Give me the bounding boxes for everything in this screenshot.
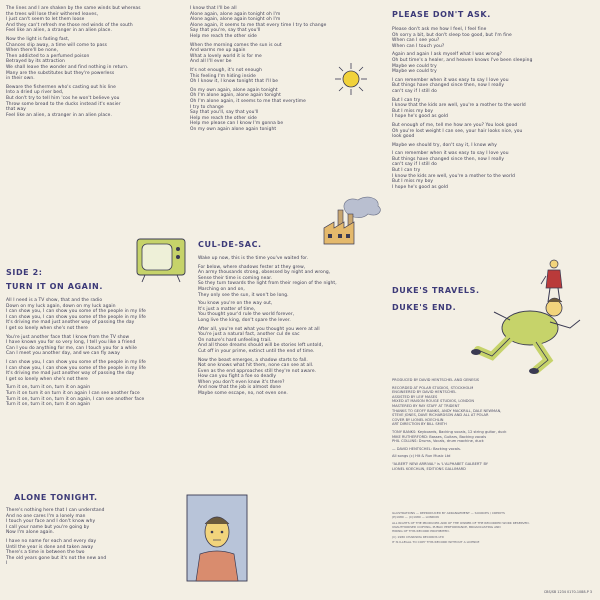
lyric-stanza: You know you're on the way out, It's just a matter of time, You thought your'd rule the world forever, Long live the king, don't spare the lever. [198, 301, 295, 323]
lyric-stanza: Maybe we should try, don't say it, I know why [392, 142, 497, 148]
running-man-icon [470, 290, 585, 375]
lyric-stanza: Wake up now, this is the time you've waited for. [198, 256, 309, 261]
lyric-stanza: After all, you're not what you thought you were at all You're just a natural fact, another cul de sac On nature's hard unfeeling trail. And all those dreams should will be stories left untold, Cut off in your prime, extinct until the end of time. [198, 326, 323, 354]
legal-notice [392, 512, 592, 547]
legal-line: (C) 1980 CHARISMA RECORDS LTD [392, 534, 444, 539]
portrait-icon [186, 494, 248, 582]
song-title-turn-it-on-again: TURN IT ON AGAIN. [6, 282, 103, 291]
song-title-cul-de-sac: CUL-DE-SAC. [198, 240, 262, 249]
lyric-stanza: The lines and I are shaken by the same winds but whereas the trees will lose their withered leaves, I just can't seem to let them loose And they can't refresh me those red winds of the south Feel like an alien, a stranger in an alien place. [6, 6, 141, 34]
tv-icon [135, 237, 187, 283]
lyric-stanza: When the morning comes the sun is out And warms me up again What a lovely world it is for me And all I'll ever be [190, 42, 282, 65]
song-title-please-dont-ask: PLEASE DON'T ASK. [392, 10, 491, 19]
factory-icon [318, 192, 386, 248]
column-left [6, 6, 186, 121]
lyric-stanza: But enough of me, tell me how are you? You look good Oh you're lost weight I can see, your hair looks nice, you look good [392, 122, 523, 140]
lyric-stanza: Now the light is fading fast, Chances slip away, a time will come to pass When there'll be none, Then addicted to a perfumed poison Betrayed by its attraction We shall leave the wonder and find nothing in return. Many are the substitutes but they're powerless in their own. [6, 36, 129, 82]
side-label: SIDE 2: [6, 268, 43, 277]
song-title-dukes-end: DUKE'S END. [392, 303, 457, 312]
credit-line: — DAVID HENTSCHEL: Backing vocals. [392, 446, 462, 451]
lyric-stanza: I know that I'll be all Alone again, alone again tonight oh I'm Alone again, alone again tonight oh I'm Alone again, it seems to me that every time I try to change Say that you're, say that you'll Help me reach the other side [190, 6, 327, 39]
credit-line: PRODUCED BY DAVID HENTSCHEL AND GENESIS [392, 378, 480, 382]
lyric-stanza: I have no name for each and every day Until the year is done and taken away There's a time in between the two The old years gone but it's not the new and I [6, 538, 107, 567]
lyric-stanza: On my own again, alone again tonight Oh I'm alone again, alone again tonight Oh I'm alone again, it seems to me that everytime I try to change Say that you'll, say that you'll Help me reach the other side Help me please can I know I'm gonna be On my own again alone again tonight [190, 87, 306, 132]
lyric-stanza: I can show you, I can show you some of the people in my life I can show you, I can show you some of the people in my life It's driving me mad just another way of passing the day I get so lonely when she's not there [6, 359, 146, 382]
lyrics-alone-tonight [6, 508, 166, 570]
lyric-stanza: Again and again I ask myself what I was wrong? Oh but time's a healer, and heaven knows I've been sleeping Maybe we could try Maybe we could try [392, 52, 533, 75]
credit-line: RECORDED AT POLAR STUDIOS, STOCKHOLM ENGINEERED BY DAVID HENTSCHEL ASSISTED BY LEIF MASES MIXED AT MAISON ROUGE STUDIOS, LONDON MASTERED BY RAY STAFF AT TRIDENT THANKS TO GEOFF BANKS, ANDY MACKRILL, DALE NEWMAN, STEVE JONES, DAVE RICHARDSON AND ALL AT POLAR COVER BY LIONEL KOECHLIN ART DIRECTION BY BILL SMITH [392, 385, 502, 427]
credits [392, 378, 562, 474]
lyric-stanza: Now the beast emerges, a shadow starts to fall. Not one knows what hit them, none can see at all. Even as the end approaches still they're not aware. How can you fight a foe so deadly When you don't even know it's there? And now that the job is almost done Maybe some escape, no, not even one. [198, 357, 317, 397]
lyric-stanza: Turn it on, turn it on, turn it on again Turn it on turn it on turn it on again I can see another face Turn it on, turn it on, turn it on again, I can see another face Turn it on, turn it on, turn it on again [6, 385, 145, 408]
credit-line: All songs (c) Hit & Run Music Ltd [392, 454, 451, 459]
song-title-dukes-travels: DUKE'S TRAVELS. [392, 286, 480, 295]
lyric-stanza: There's nothing here that I can understand And no one cares I'm a lonely man I touch your face and I don't know why I call your name but you're going by Now I'm alone again. [6, 508, 105, 536]
lyric-stanza: It's not enough, it's not enough This feeling I'm hiding inside Oh I know it, I know tonight that I'll be [190, 67, 279, 85]
credit-line: TONY BANKS: Keyboards, Backing vocals, 12 string guitar, duck MIKE RUTHERFORD: Basses, Guitars, Backing vocals PHIL COLLINS: Drums, Vocals, drum machine, duck [392, 429, 507, 444]
lyrics-turn-it-on-again [6, 298, 186, 411]
lyric-stanza: Beware the fishermen who's casting out his line Into a dried up river bed, But don't try to tell him 'cos he won't believe you Throw some bread to the ducks instead it's easier that way Feel like an alien, a stranger in an alien place. [6, 84, 121, 118]
lyric-stanza: But I can try I know that the kids are well, you're a mother to the world But I miss my boy I hope he's good as gold [392, 97, 526, 120]
lyric-stanza: You're just another face that I know from the TV show I have known you for so very long, I tell you like a friend Can I you do anything for me, can I touch you for a while Can I meet you another day, and we can fly away [6, 334, 137, 357]
song-title-alone-tonight: ALONE TONIGHT. [14, 493, 98, 502]
lyric-stanza: I can remember when it was easy to say I love you But things have changed since then, now I really can't say if I still do [392, 77, 509, 94]
credit-line: "ALBERT' NEW ARRIVAL" is 'L'ALPHABET GALBERT' BY LIONEL KOECHLIN, EDITIONS GALLIMARD [392, 461, 488, 471]
lyric-stanza: For below, where shadows fester at they grew, An army thousands strong, obsessed by night and wrong, Sense their time is coming near. So they turn towards the light from their region of the night, Marching on and on, They only see the sun, it won't be long. [198, 264, 337, 298]
catalog-number: CBS/SB 1234 0170-1088-P 3 [543, 590, 592, 594]
legal-line: ILLUSTRATIONS — REPRODUCED BY ARRANGEMENT — SOURCES / CREDITS (P)1980 — (C)1980 — LONDON [392, 511, 505, 519]
lyric-stanza: All I need is a TV show, that and the radio Down on my luck again, down on my luck again I can show you, I can show you some of the people in my life I can show you, I can show you some of the people in my life It's driving me mad just another way of passing the day I get so lonely when she's not there [6, 298, 146, 331]
legal-line: IT IS ILLEGAL TO COPY THIS RECORD WITHOUT A LICENCE [392, 540, 480, 545]
lyric-stanza: Please don't ask me how I feel, I feel fine Oh sorry a bit, but don't sleep too good, but I'm fine When can I see you? When can I touch you? [392, 27, 512, 49]
lyric-stanza: I can remember when it was easy to say I love you But things have changed since then, now I really can't say if I still do But I can try I know the kids are well, you're a mother to the world But I miss my boy I hope he's good as gold [392, 151, 515, 190]
legal-line: ALL RIGHTS OF THE PRODUCER AND OF THE OWNER OF THE RECORDED WORK RESERVED. UNAUTHORISED COPYING, PUBLIC PERFORMANCE, BROADCASTING AND HIRING OF THIS RECORD PROHIBITED. [392, 520, 530, 533]
lyrics-please-dont-ask [392, 27, 592, 193]
lyrics-cul-de-sac [198, 256, 384, 400]
sun-icon [334, 62, 368, 96]
